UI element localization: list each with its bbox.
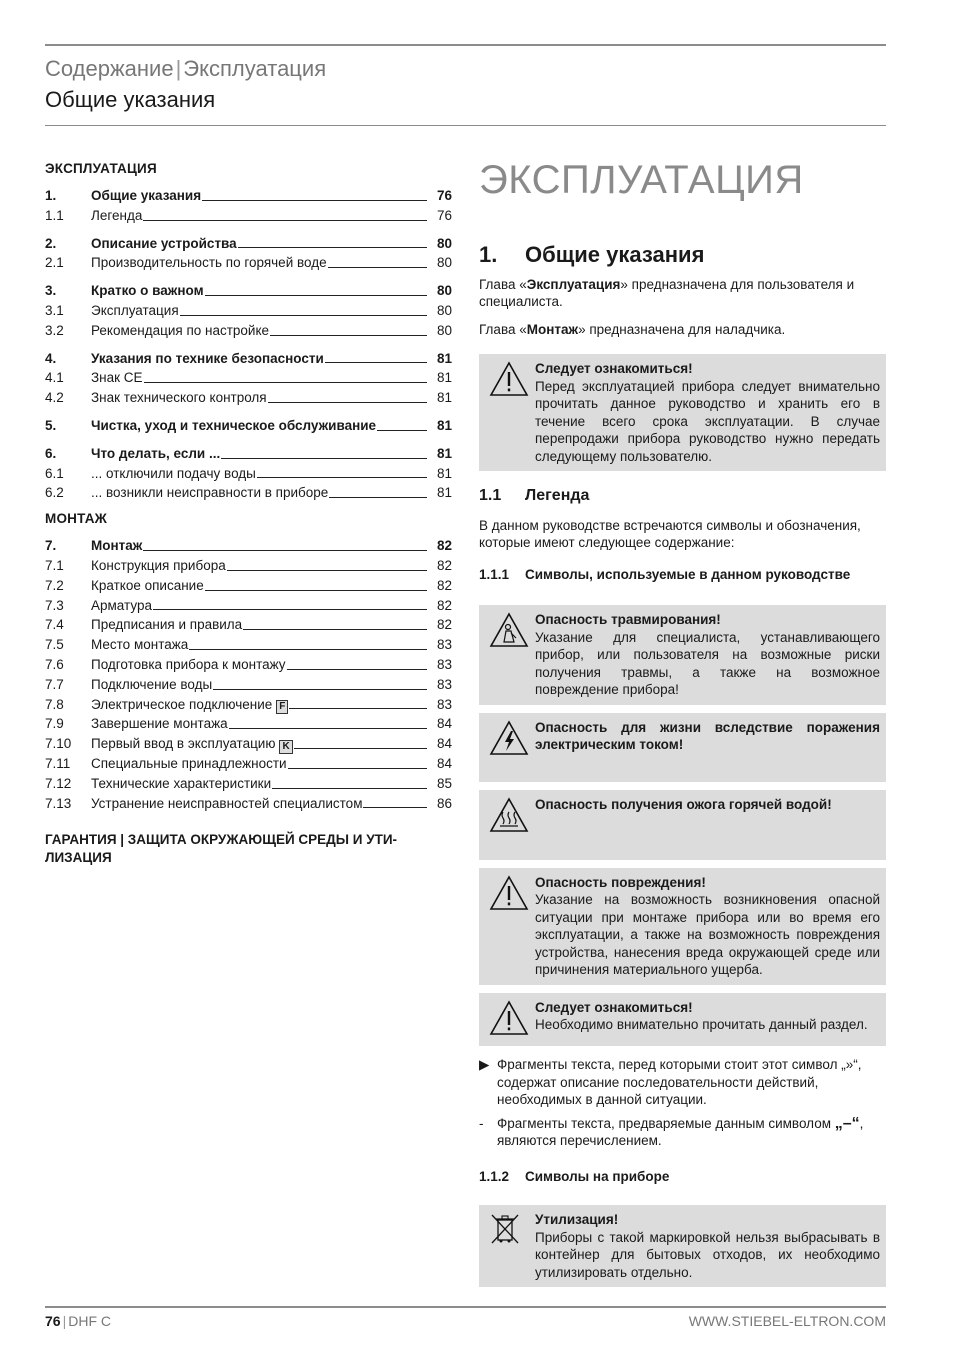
warning-text: Указание для специалиста, устанавливающего прибор, или пользователя на возможные риски получения травмы, а также на возможное повреждение прибора! xyxy=(535,629,880,697)
toc-entry-page: 82 xyxy=(436,617,452,633)
toc-entry xyxy=(45,301,452,321)
toc-section-installation: МОНТАЖ xyxy=(45,511,108,527)
bold-text: Эксплуатация xyxy=(526,276,621,292)
note-title: Следует ознакомиться! xyxy=(535,999,693,1015)
toc-entry-number: 6.2 xyxy=(45,485,64,501)
list-symbol-explanation xyxy=(479,1115,886,1150)
toc-leader-line xyxy=(205,590,427,591)
toc-leader-line xyxy=(270,335,427,336)
toc-entry xyxy=(45,734,452,754)
toc-entry-title: Производительность по горячей воде xyxy=(91,255,327,271)
toc-entry xyxy=(45,388,452,408)
toc-entry-title: Указания по технике безопасности xyxy=(91,350,324,366)
footer-separator: | xyxy=(62,1313,67,1329)
section-1-1-heading xyxy=(479,487,886,505)
toc-leader-line xyxy=(243,629,427,630)
toc-entry xyxy=(45,234,452,254)
toc-entry xyxy=(45,321,452,341)
section-number: 1. xyxy=(479,242,498,267)
toc-entry xyxy=(45,556,452,576)
toc-entry-number: 6.1 xyxy=(45,465,64,481)
toc-entry-page: 80 xyxy=(436,235,452,251)
toc-entry xyxy=(45,615,452,635)
toc-entry xyxy=(45,186,452,206)
toc-section-warranty: ГАРАНТИЯ | ЗАЩИТА ОКРУЖАЮЩЕЙ СРЕДЫ И УТИ-ЛИЗАЦИЯ xyxy=(45,832,398,866)
toc-entry-number: 7.2 xyxy=(45,577,64,593)
toc-entry-title: Предписания и правила xyxy=(91,617,243,633)
note-disposal xyxy=(479,1205,886,1287)
text: Глава « xyxy=(479,276,527,292)
toc-leader-line xyxy=(205,295,427,296)
toc-leader-line xyxy=(143,550,427,551)
dash-text xyxy=(497,1115,886,1150)
warning-title: Опасность повреждения! xyxy=(535,874,706,890)
toc-entry-number: 2. xyxy=(45,235,57,251)
toc-group xyxy=(45,281,452,340)
page-subtitle: Общие указания xyxy=(45,87,216,112)
toc-entry-number: 6. xyxy=(45,445,57,461)
toc-entry-number: 7.13 xyxy=(45,795,72,811)
note-text: Перед эксплуатацией прибора следует внимательно прочитать данное руководство и хранить его в течение всего срока эксплуатации. В случае перепродажи прибора руководство нужно передать следующему пользователю. xyxy=(535,378,880,464)
toc-operation-list xyxy=(45,186,452,503)
toc-leader-line xyxy=(294,748,427,749)
paragraph-operation-chapter xyxy=(479,276,886,311)
toc-entry xyxy=(45,281,452,301)
toc-entry xyxy=(45,794,452,814)
toc-entry-title: ... отключили подачу воды xyxy=(91,465,256,481)
toc-entry-page: 81 xyxy=(436,370,452,386)
toc-entry-title: Эксплуатация xyxy=(91,302,179,318)
footer-page-info xyxy=(45,1313,111,1329)
chapter-title: ЭКСПЛУАТАЦИЯ xyxy=(479,158,804,202)
toc-entry xyxy=(45,635,452,655)
toc-leader-line xyxy=(329,497,427,498)
toc-entry-number: 1. xyxy=(45,188,57,203)
toc-entry-number: 7.12 xyxy=(45,775,72,791)
toc-entry-number: 7.6 xyxy=(45,656,64,672)
toc-entry-page: 84 xyxy=(436,716,452,732)
section-1-1-2-heading xyxy=(479,1168,886,1186)
text: Глава « xyxy=(479,321,527,337)
section-1-heading xyxy=(479,242,886,267)
section-number: 1.1.1 xyxy=(479,566,510,582)
toc-entry-title: Специальные принадлежности xyxy=(91,755,287,771)
toc-entry-number: 7.3 xyxy=(45,597,64,613)
toc-entry-page: 80 xyxy=(436,283,452,299)
toc-entry-page: 81 xyxy=(436,390,452,406)
breadcrumb-separator: | xyxy=(175,56,182,81)
toc-entry-number: 1.1 xyxy=(45,207,64,223)
toc-entry-number: 7.10 xyxy=(45,736,72,752)
toc-entry-title: Общие указания xyxy=(91,188,202,203)
toc-entry xyxy=(45,536,452,556)
toc-entry-number: 4.1 xyxy=(45,370,64,386)
toc-entry-number: 4.2 xyxy=(45,390,64,406)
toc-entry xyxy=(45,576,452,596)
toc-leader-line xyxy=(328,267,427,268)
toc-entry-badge: K xyxy=(279,740,292,754)
exclamation-warning-icon xyxy=(489,360,535,465)
toc-entry-title: Легенда xyxy=(91,207,143,223)
toc-entry-page: 82 xyxy=(436,538,452,554)
toc-entry xyxy=(45,483,452,503)
bullet-text: Фрагменты текста, перед которыми стоит этот символ „»“, содержат описание последовательности действий, необходимых в данной ситуации. xyxy=(497,1057,862,1107)
toc-entry-number: 2.1 xyxy=(45,255,64,271)
bold-text: Монтаж xyxy=(526,321,579,337)
toc-entry xyxy=(45,754,452,774)
warning-hot-water xyxy=(479,790,886,860)
toc-entry-title: Краткое описание xyxy=(91,577,204,593)
toc-group xyxy=(45,186,452,226)
toc-entry xyxy=(45,349,452,369)
toc-entry-title: Подключение воды xyxy=(91,676,213,692)
toc-entry-page: 82 xyxy=(436,597,452,613)
toc-entry-title: Завершение монтажа xyxy=(91,716,228,732)
note-read-manual xyxy=(479,354,886,471)
table-of-contents xyxy=(45,161,452,867)
toc-entry-title: Место монтажа xyxy=(91,637,189,653)
toc-entry-page: 86 xyxy=(436,795,452,811)
toc-installation-list xyxy=(45,536,452,813)
exclamation-warning-icon xyxy=(489,999,535,1041)
text: » предназначена для пользователя и специалиста. xyxy=(479,276,855,309)
toc-entry-page: 81 xyxy=(436,445,452,461)
toc-entry-page: 83 xyxy=(436,637,452,653)
section-title: Символы, используемые в данном руководстве xyxy=(525,566,851,582)
triangle-bullet-icon: ▶ xyxy=(479,1057,490,1072)
toc-leader-line xyxy=(229,728,427,729)
dash-bullet: - xyxy=(479,1115,484,1131)
bold-text: „–“ xyxy=(834,1114,860,1132)
warning-electric-shock xyxy=(479,713,886,783)
header-top-rule xyxy=(45,44,886,46)
toc-entry-number: 7.7 xyxy=(45,676,64,692)
toc-entry-title: Чистка, уход и техническое обслуживание xyxy=(91,417,377,433)
toc-entry xyxy=(45,253,452,273)
toc-leader-line xyxy=(287,669,427,670)
toc-entry-page: 80 xyxy=(436,255,452,271)
toc-entry xyxy=(45,464,452,484)
toc-entry-number: 7.4 xyxy=(45,617,64,633)
toc-entry-page: 76 xyxy=(436,207,452,223)
toc-entry-title: ... возникли неисправности в приборе xyxy=(91,485,329,501)
note-title: Утилизация! xyxy=(535,1212,619,1227)
toc-entry xyxy=(45,774,452,794)
toc-leader-line xyxy=(180,315,427,316)
toc-group xyxy=(45,349,452,408)
note-title: Следует ознакомиться! xyxy=(535,361,693,376)
page-number: 76 xyxy=(45,1313,61,1329)
toc-leader-line xyxy=(202,200,427,201)
toc-group xyxy=(45,234,452,274)
toc-entry-page: 81 xyxy=(436,465,452,481)
toc-entry-number: 7.11 xyxy=(45,755,71,771)
toc-entry-title: Арматура xyxy=(91,597,152,613)
paragraph-installation-chapter xyxy=(479,321,886,339)
section-title: Легенда xyxy=(525,487,590,504)
toc-leader-line xyxy=(213,689,427,690)
footer-website: WWW.STIEBEL-ELTRON.COM xyxy=(688,1313,886,1329)
toc-entry-page: 83 xyxy=(436,656,452,672)
toc-entry-page: 81 xyxy=(436,417,452,433)
warning-damage xyxy=(479,868,886,985)
breadcrumb-operation: Эксплуатация xyxy=(183,56,327,81)
toc-entry-number: 3.1 xyxy=(45,302,64,318)
toc-group xyxy=(45,444,452,503)
toc-leader-line xyxy=(272,788,427,789)
toc-entry-page: 85 xyxy=(436,775,452,791)
toc-entry-number: 7.5 xyxy=(45,637,64,653)
toc-entry-title: Конструкция прибора xyxy=(91,557,226,573)
footer-rule xyxy=(45,1306,886,1308)
toc-entry-badge: F xyxy=(276,700,288,714)
warning-title: Опасность травмирования! xyxy=(535,612,721,627)
crossed-bin-icon xyxy=(489,1211,535,1281)
toc-leader-line xyxy=(144,382,427,383)
toc-leader-line xyxy=(363,807,427,808)
toc-entry-page: 82 xyxy=(436,577,452,593)
toc-section-operation: ЭКСПЛУАТАЦИЯ xyxy=(45,161,157,176)
toc-entry xyxy=(45,206,452,226)
toc-entry-page: 84 xyxy=(436,736,452,752)
section-number: 1.1 xyxy=(479,487,502,504)
warning-text: Указание на возможность возникновения опасной ситуации при монтаже прибора или во время его эксплуатации, а также на возможность повреждения устройства, нанесения вреда окружающей среде или причинения материального ущерба. xyxy=(535,892,880,977)
section-number: 1.1.2 xyxy=(479,1168,510,1184)
toc-leader-line xyxy=(377,430,427,431)
toc-entry xyxy=(45,596,452,616)
toc-entry-page: 80 xyxy=(436,302,452,318)
toc-entry-number: 5. xyxy=(45,417,57,433)
legend-paragraph: В данном руководстве встречаются символы и обозначения, которые имеют следующее содержание: xyxy=(479,517,861,550)
toc-entry-title: Первый ввод в эксплуатацию xyxy=(91,736,276,752)
text: » предназначена для наладчика. xyxy=(578,321,786,337)
warning-title: Опасность получения ожога горячей водой! xyxy=(535,797,832,812)
toc-leader-line xyxy=(227,570,427,571)
note-read-section xyxy=(479,993,886,1047)
toc-entry xyxy=(45,714,452,734)
section-1-1-1-heading xyxy=(479,566,886,584)
toc-leader-line xyxy=(268,402,427,403)
toc-leader-line xyxy=(325,362,427,363)
breadcrumb xyxy=(45,56,326,82)
toc-entry-number: 7. xyxy=(45,538,57,554)
toc-entry-number: 7.1 xyxy=(45,557,64,573)
electric-warning-icon xyxy=(489,719,535,761)
hot-surface-warning-icon xyxy=(489,796,535,838)
toc-entry-page: 83 xyxy=(436,676,452,692)
breadcrumb-contents: Содержание xyxy=(45,56,174,81)
toc-entry-number: 3. xyxy=(45,283,57,299)
toc-entry xyxy=(45,444,452,464)
toc-entry-title: Описание устройства xyxy=(91,235,237,251)
section-title: Общие указания xyxy=(525,242,705,267)
toc-entry-title: Рекомендация по настройке xyxy=(91,322,270,338)
note-text: Приборы с такой маркировкой нельзя выбрасывать в контейнер для бытовых отходов, их необходимо утилизировать отдельно. xyxy=(535,1229,880,1280)
model-name: DHF C xyxy=(68,1313,111,1329)
toc-leader-line xyxy=(143,220,427,221)
toc-entry xyxy=(45,368,452,388)
toc-entry-page: 81 xyxy=(436,350,452,366)
toc-entry xyxy=(45,675,452,695)
toc-leader-line xyxy=(189,649,427,650)
toc-leader-line xyxy=(153,609,427,610)
toc-entry-title: Знак CE xyxy=(91,370,143,386)
toc-entry-page: 81 xyxy=(436,485,452,501)
toc-entry-title: Подготовка прибора к монтажу xyxy=(91,656,286,672)
toc-entry-page: 82 xyxy=(436,557,452,573)
toc-entry xyxy=(45,416,452,436)
section-title: Символы на приборе xyxy=(525,1168,670,1184)
note-text: Необходимо внимательно прочитать данный раздел. xyxy=(535,1017,868,1032)
toc-entry-title: Электрическое подключение xyxy=(91,696,273,712)
action-step-explanation xyxy=(479,1056,886,1109)
toc-entry-title: Устранение неисправностей специалистом xyxy=(91,795,363,811)
toc-entry-title: Знак технического контроля xyxy=(91,390,267,406)
toc-group xyxy=(45,416,452,436)
toc-entry-number: 7.8 xyxy=(45,696,64,712)
toc-leader-line xyxy=(238,247,427,248)
toc-entry-number: 3.2 xyxy=(45,322,64,338)
toc-entry-title: Монтаж xyxy=(91,538,143,554)
injury-warning-icon xyxy=(489,611,535,699)
toc-leader-line xyxy=(288,768,427,769)
main-content xyxy=(479,150,886,1295)
toc-entry-number: 4. xyxy=(45,350,57,366)
toc-entry-title: Что делать, если ... xyxy=(91,445,221,461)
warning-title: Опасность для жизни вследствие поражения электрическим током! xyxy=(535,719,880,752)
toc-leader-line xyxy=(221,458,427,459)
toc-entry-page: 80 xyxy=(436,322,452,338)
toc-entry-page: 83 xyxy=(436,696,452,712)
toc-entry xyxy=(45,655,452,675)
toc-entry-page: 84 xyxy=(436,755,452,771)
toc-entry-title: Кратко о важном xyxy=(91,283,204,299)
toc-entry-page: 76 xyxy=(436,188,452,203)
toc-entry-title: Технические характеристики xyxy=(91,775,272,791)
exclamation-warning-icon xyxy=(489,874,535,979)
toc-leader-line xyxy=(257,477,427,478)
toc-entry-number: 7.9 xyxy=(45,716,64,732)
toc-entry xyxy=(45,695,452,715)
header-bottom-rule xyxy=(45,125,886,126)
text: , являются перечислением. xyxy=(497,1115,864,1148)
toc-leader-line xyxy=(289,708,427,709)
warning-injury xyxy=(479,605,886,705)
text: Фрагменты текста, предваряемые данным символом xyxy=(497,1115,835,1131)
